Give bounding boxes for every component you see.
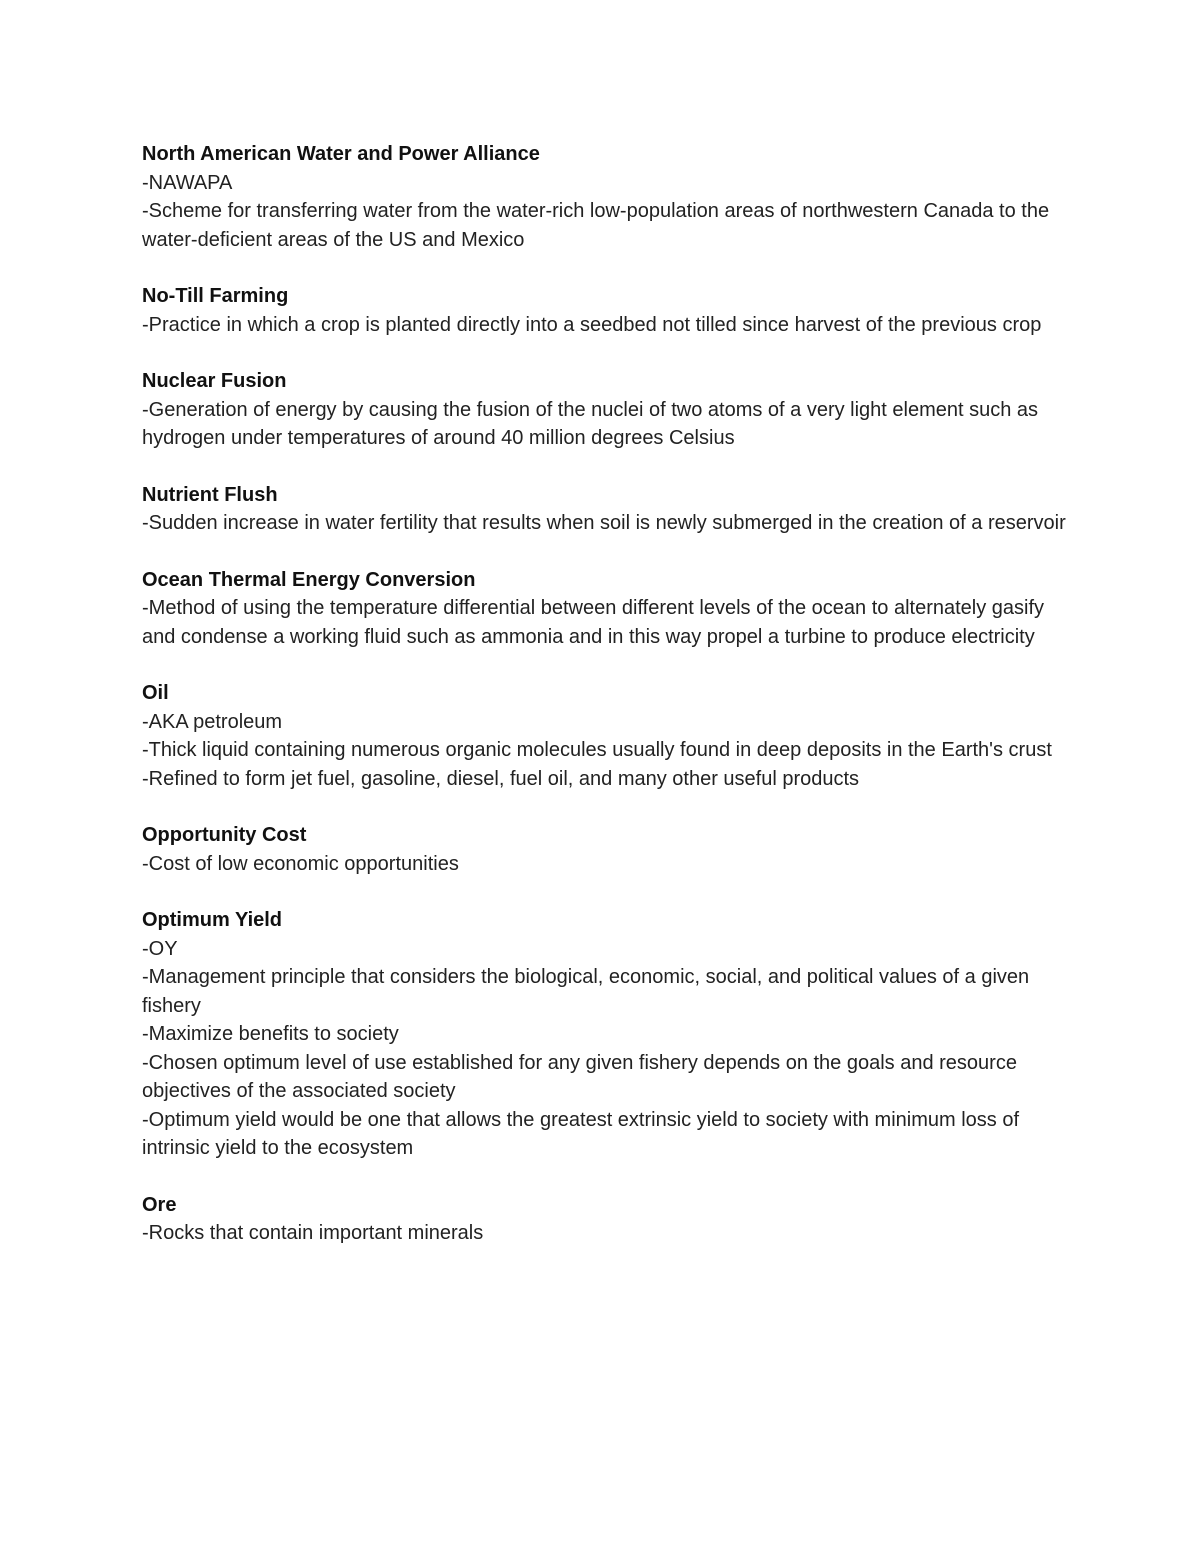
glossary-entry	[142, 282, 1072, 339]
entry-line: -Refined to form jet fuel, gasoline, diesel, fuel oil, and many other useful products	[142, 767, 860, 790]
entry-line: -Method of using the temperature differential between different levels of the ocean to alternately gasify and condense a working fluid such as ammonia and in this way propel a turbine to produce electricity	[142, 597, 1045, 648]
entry-line: -Practice in which a crop is planted directly into a seedbed not tilled since harvest of the previous crop	[142, 313, 1042, 336]
document-page	[142, 140, 1072, 1276]
glossary-entry	[142, 906, 1072, 1163]
entry-line: -Generation of energy by causing the fusion of the nuclei of two atoms of a very light element such as hydrogen under temperatures of around 40 million degrees Celsius	[142, 398, 1039, 449]
glossary-entry	[142, 481, 1072, 538]
entry-line: -OY	[142, 937, 178, 960]
entry-line: -NAWAPA	[142, 171, 233, 194]
glossary-entry	[142, 1191, 1072, 1248]
entry-line: -Scheme for transferring water from the water-rich low-population areas of northwestern Canada to the water-deficient areas of the US and Mexico	[142, 200, 1050, 251]
entry-term: Nuclear Fusion	[142, 370, 287, 392]
glossary-entry	[142, 566, 1072, 652]
entry-line: -Thick liquid containing numerous organic molecules usually found in deep deposits in the Earth's crust	[142, 739, 1052, 761]
entry-line: -Cost of low economic opportunities	[142, 852, 459, 875]
entry-line: -Rocks that contain important minerals	[142, 1222, 484, 1244]
entry-term: Nutrient Flush	[142, 483, 278, 506]
entry-line: -Optimum yield would be one that allows the greatest extrinsic yield to society with minimum loss of intrinsic yield to the ecosystem	[142, 1108, 1020, 1159]
entry-line: -AKA petroleum	[142, 710, 283, 733]
entry-term: Ore	[142, 1193, 177, 1216]
entry-term: Optimum Yield	[142, 909, 283, 931]
entry-term: No-Till Farming	[142, 285, 289, 307]
glossary-entry	[142, 367, 1072, 453]
entry-term: Ocean Thermal Energy Conversion	[142, 568, 476, 591]
entry-line: -Chosen optimum level of use established for any given fishery depends on the goals and resource objectives of the associated society	[142, 1051, 1017, 1102]
glossary-entry	[142, 140, 1072, 254]
entry-line: -Management principle that considers the biological, economic, social, and political values of a given fishery	[142, 966, 1030, 1017]
glossary-entry	[142, 679, 1072, 793]
glossary-entry	[142, 821, 1072, 878]
entry-line: -Sudden increase in water fertility that results when soil is newly submerged in the creation of a reservoir	[142, 512, 1066, 534]
entry-term: North American Water and Power Alliance	[142, 143, 540, 165]
entry-term: Oil	[142, 682, 169, 704]
entry-term: Opportunity Cost	[142, 824, 307, 846]
entry-line: -Maximize benefits to society	[142, 1023, 399, 1045]
